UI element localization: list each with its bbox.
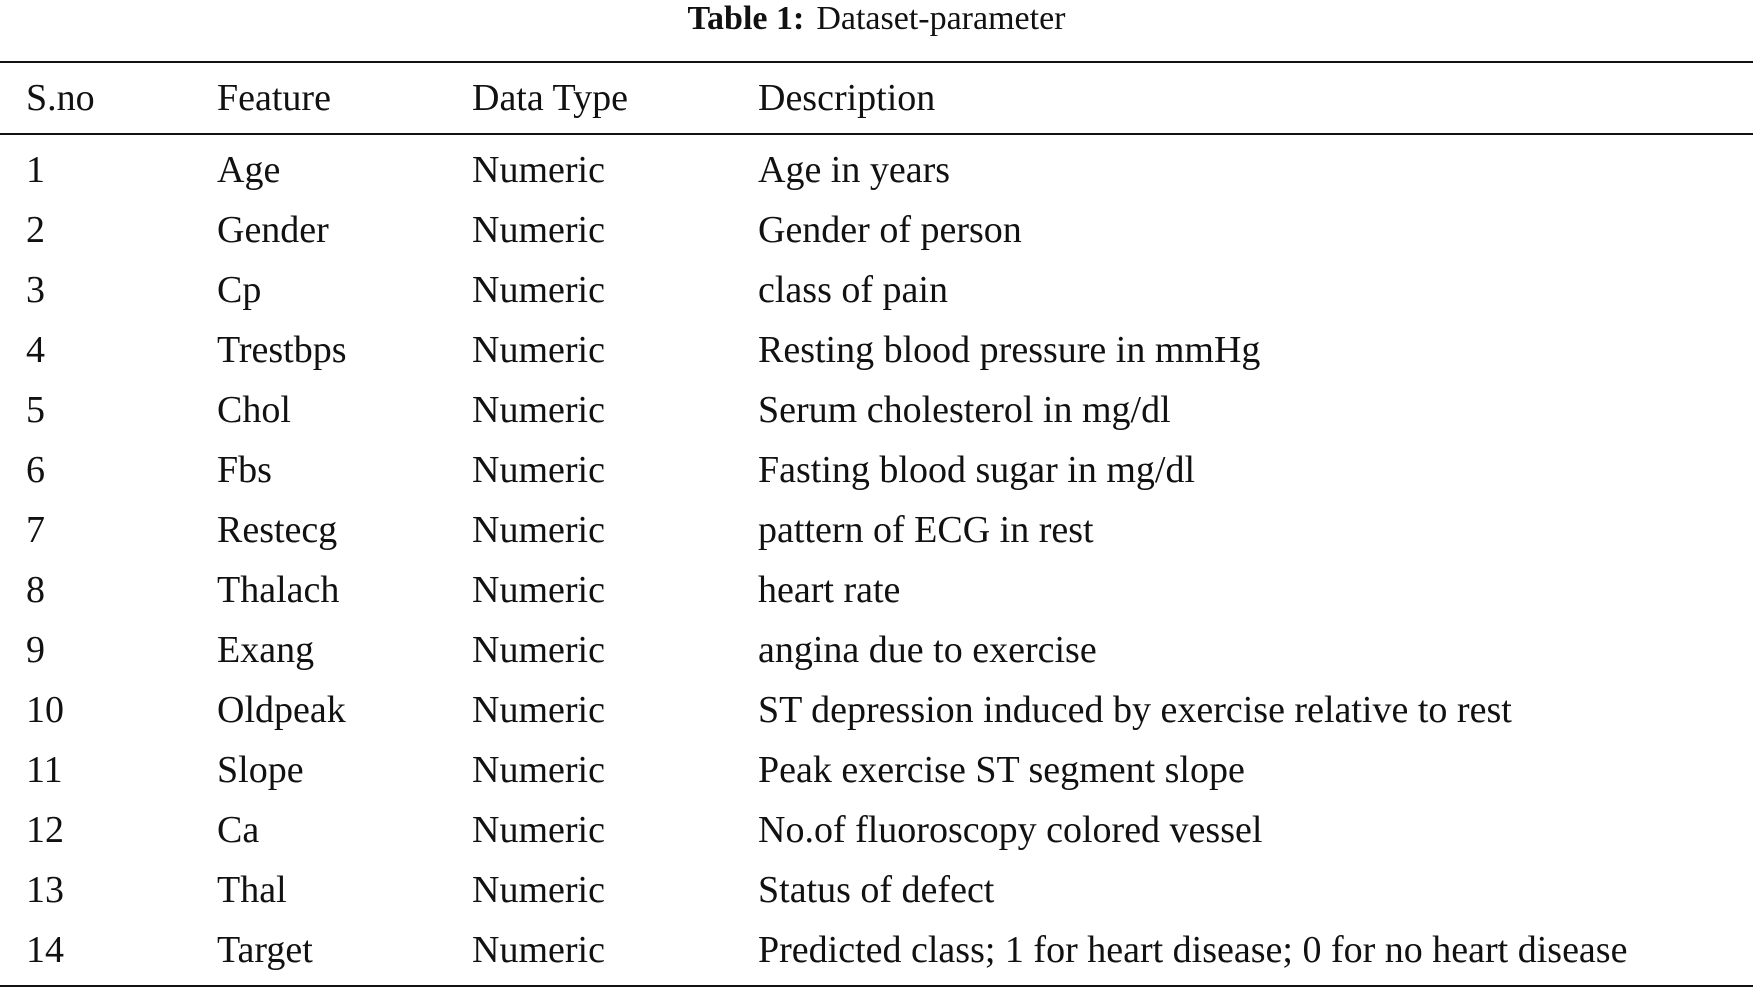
table-row <box>0 680 1753 740</box>
cell-description: Serum cholesterol in mg/dl <box>758 389 1171 431</box>
cell-description: ST depression induced by exercise relative to rest <box>758 689 1512 731</box>
cell-sno: 13 <box>26 869 64 911</box>
cell-feature: Thal <box>217 869 287 911</box>
cell-description: Fasting blood sugar in mg/dl <box>758 449 1195 491</box>
cell-data-type: Numeric <box>472 449 605 491</box>
cell-sno: 8 <box>26 569 45 611</box>
cell-sno: 10 <box>26 689 64 731</box>
cell-description: Gender of person <box>758 209 1022 251</box>
table-row <box>0 200 1753 260</box>
cell-feature: Cp <box>217 269 262 311</box>
cell-description: class of pain <box>758 269 948 311</box>
cell-description: heart rate <box>758 569 901 611</box>
cell-feature: Trestbps <box>217 329 347 371</box>
table-row <box>0 860 1753 920</box>
table-row <box>0 620 1753 680</box>
cell-data-type: Numeric <box>472 209 605 251</box>
cell-sno: 7 <box>26 509 45 551</box>
cell-sno: 5 <box>26 389 45 431</box>
cell-sno: 9 <box>26 629 45 671</box>
table-bottom-rule <box>0 985 1753 987</box>
cell-data-type: Numeric <box>472 749 605 791</box>
cell-feature: Age <box>217 149 281 191</box>
table-caption <box>0 0 1753 44</box>
header-feature: Feature <box>217 77 331 119</box>
cell-sno: 4 <box>26 329 45 371</box>
cell-description: Age in years <box>758 149 951 191</box>
cell-description: Status of defect <box>758 869 995 911</box>
table-header-rule <box>0 133 1753 135</box>
table-row <box>0 800 1753 860</box>
cell-sno: 2 <box>26 209 45 251</box>
cell-description: Resting blood pressure in mmHg <box>758 329 1261 371</box>
cell-data-type: Numeric <box>472 389 605 431</box>
cell-sno: 14 <box>26 929 64 971</box>
table-header-row <box>0 72 1753 124</box>
caption-label: Table 1: <box>687 0 805 37</box>
cell-data-type: Numeric <box>472 809 605 851</box>
cell-sno: 11 <box>26 749 63 791</box>
cell-feature: Thalach <box>217 569 340 611</box>
table-row <box>0 260 1753 320</box>
cell-data-type: Numeric <box>472 689 605 731</box>
cell-feature: Slope <box>217 749 304 791</box>
cell-feature: Restecg <box>217 509 338 551</box>
cell-feature: Target <box>217 929 313 971</box>
header-description: Description <box>758 77 936 119</box>
table-row <box>0 920 1753 980</box>
cell-data-type: Numeric <box>472 509 605 551</box>
table-body <box>0 140 1753 980</box>
cell-data-type: Numeric <box>472 629 605 671</box>
table-top-rule <box>0 61 1753 63</box>
cell-sno: 3 <box>26 269 45 311</box>
table-row <box>0 320 1753 380</box>
cell-feature: Fbs <box>217 449 272 491</box>
cell-sno: 12 <box>26 809 64 851</box>
cell-description: Peak exercise ST segment slope <box>758 749 1245 791</box>
cell-data-type: Numeric <box>472 569 605 611</box>
table-row <box>0 140 1753 200</box>
cell-description: No.of fluoroscopy colored vessel <box>758 809 1263 851</box>
caption-title: Dataset-parameter <box>816 0 1066 37</box>
cell-feature: Gender <box>217 209 329 251</box>
cell-data-type: Numeric <box>472 269 605 311</box>
table-row <box>0 740 1753 800</box>
cell-data-type: Numeric <box>472 329 605 371</box>
table-row <box>0 380 1753 440</box>
cell-description: angina due to exercise <box>758 629 1097 671</box>
cell-feature: Ca <box>217 809 260 851</box>
cell-feature: Oldpeak <box>217 689 346 731</box>
cell-description: pattern of ECG in rest <box>758 509 1094 551</box>
cell-data-type: Numeric <box>472 149 605 191</box>
table-row <box>0 560 1753 620</box>
cell-description: Predicted class; 1 for heart disease; 0 for no heart disease <box>758 929 1628 971</box>
header-data-type: Data Type <box>472 77 628 119</box>
table-row <box>0 500 1753 560</box>
cell-feature: Exang <box>217 629 315 671</box>
cell-sno: 6 <box>26 449 45 491</box>
cell-sno: 1 <box>26 149 45 191</box>
header-sno: S.no <box>26 77 95 119</box>
cell-data-type: Numeric <box>472 869 605 911</box>
cell-feature: Chol <box>217 389 291 431</box>
cell-data-type: Numeric <box>472 929 605 971</box>
table-row <box>0 440 1753 500</box>
